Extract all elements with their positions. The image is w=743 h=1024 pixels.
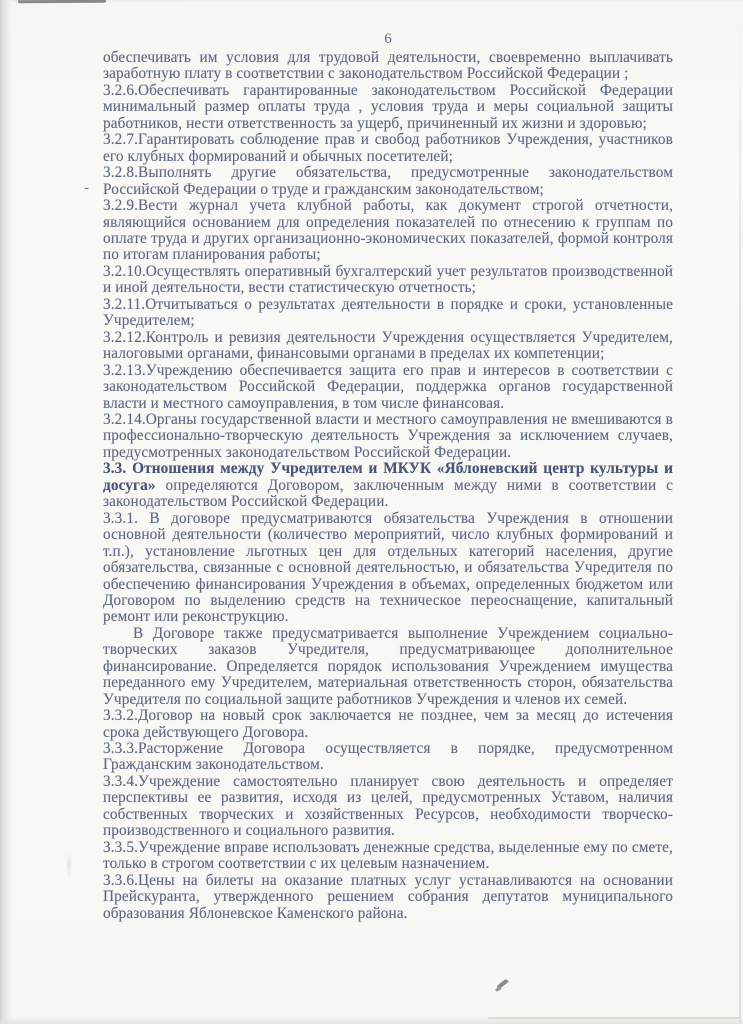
clause-3-2-14: 3.2.14.Органы государственной власти и местного самоуправления не вмешиваются в профессионально-творческую деятельность Учреждения за исключением случаев, предусмотренных законодательством Российской Федерации. <box>103 410 673 461</box>
clause-3-2-6: 3.2.6.Обеспечивать гарантированные законодательством Российской Федерации минимальный размер оплаты труда , условия труда и меры социальной защиты работников, нести ответственность за ущерб, причиненный их жизни и здоровью; <box>103 81 673 132</box>
clause-3-3-heading <box>103 461 673 510</box>
clause-3-2-12: 3.2.12.Контроль и ревизия деятельности Учреждения осуществляется Учредителем, налоговыми органами, финансовыми органами в пределах их компетенции; <box>103 328 673 363</box>
scanner-edge-bottom-line <box>488 1017 739 1019</box>
document-body <box>103 50 673 922</box>
clause-3-2-8: 3.2.8.Выполнять другие обязательства, предусмотренные законодательством Российской Федерации о труде и гражданским законодательством; <box>103 164 673 198</box>
clause-3-3-3: 3.3.3.Расторжение Договора осуществляется в порядке, предусмотренном Гражданским законодательством. <box>103 740 673 774</box>
clause-3-3-1-addendum: В Договоре также предусматривается выполнение Учреждением социально-творческих заказов Учредителя, предусматривающее дополнительное финансирование. Определяется порядок использования Учреждением имущества переданного ему Учредителем, материальная ответственность сторон, обязательства Учредителя по социальной защите работников Учреждения и членов их семей. <box>103 624 673 708</box>
clause-3-2-7: 3.2.7.Гарантировать соблюдение прав и свобод работников Учреждения, участников его клубных формирований и обычных посетителей; <box>103 131 673 165</box>
pen-stroke-mark <box>496 978 509 989</box>
clause-3-3-4: 3.3.4.Учреждение самостоятельно планирует свою деятельность и определяет перспективы ее развития, исходя из целей, предусмотренных Уставом, наличия собственных творческих и хозяйственных Ресурсов, необходимости творческо-производственного и социального развития. <box>103 772 673 840</box>
paper-smudge <box>66 852 72 878</box>
clause-3-2-9: 3.2.9.Вести журнал учета клубной работы, как документ строгой отчетности, являющийся основанием для определения показателей по отнесению к группам по оплате труда и других организационно-экономических показателей, формой контроля по итогам планирования работы; <box>103 197 673 264</box>
scanner-edge-top <box>0 0 743 2</box>
clause-3-2-13: 3.2.13.Учреждению обеспечивается защита его прав и интересов в соответствии с законодательством Российской Федерации, поддержка органов государственной власти и местного самоуправления, в том числе финансовая. <box>103 361 673 412</box>
clause-3-3-2: 3.3.2.Договор на новый срок заключается не позднее, чем за месяц до истечения срока действующего Договора. <box>103 707 673 741</box>
scanner-edge-right <box>739 0 741 1024</box>
clause-3-2-11: 3.2.11.Отчитываться о результатах деятельности в порядке и сроки, установленные Учредителем; <box>103 295 673 330</box>
clause-3-3-6: 3.3.6.Цены на билеты на оказание платных услуг устанавливаются на основании Прейскуранта, утвержденного решением собрания депутатов муниципального образования Яблоневское Каменского района. <box>103 871 673 922</box>
page-number: 6 <box>384 31 392 47</box>
margin-dash-mark: - <box>84 180 89 196</box>
scanner-edge-top-dark-strip <box>18 0 106 3</box>
clause-3-3-5: 3.3.5.Учреждение вправе использовать денежные средства, выделенные ему по смете, только в строгом соответствии с их целевым назначением. <box>103 838 673 873</box>
scanner-edge-left <box>0 0 14 1024</box>
clause-continuation: обеспечивать им условия для трудовой деятельности, своевременно выплачивать заработную плату в соответствии с законодательством Российской Федерации ; <box>103 49 673 83</box>
clause-3-3-bold-title: 3.3. Отношения между Учредителем и МКУК «Яблоневский центр культуры и досуга» <box>103 460 673 494</box>
clause-3-3-text: определяются Договором, заключенным между ними в соответствии с законодательством Российской Федерации. <box>103 476 673 511</box>
clause-3-2-10: 3.2.10.Осуществлять оперативный бухгалтерский учет результатов производственной и иной деятельности, вести статистическую отчетность; <box>103 262 673 297</box>
clause-3-3-1: 3.3.1. В договоре предусматриваются обязательства Учреждения в отношении основной деятельности (количество мероприятий, число клубных формирований и т.п.), установление льготных цен для отдельных категорий населения, другие обязательства, связанные с основной деятельностью, и обязательства Учредителя по обеспечению финансирования Учреждения в объемах, определенных бюджетом или Договором по выделению средств на техническое переоснащение, капитальный ремонт или реконструкцию. <box>103 509 673 626</box>
